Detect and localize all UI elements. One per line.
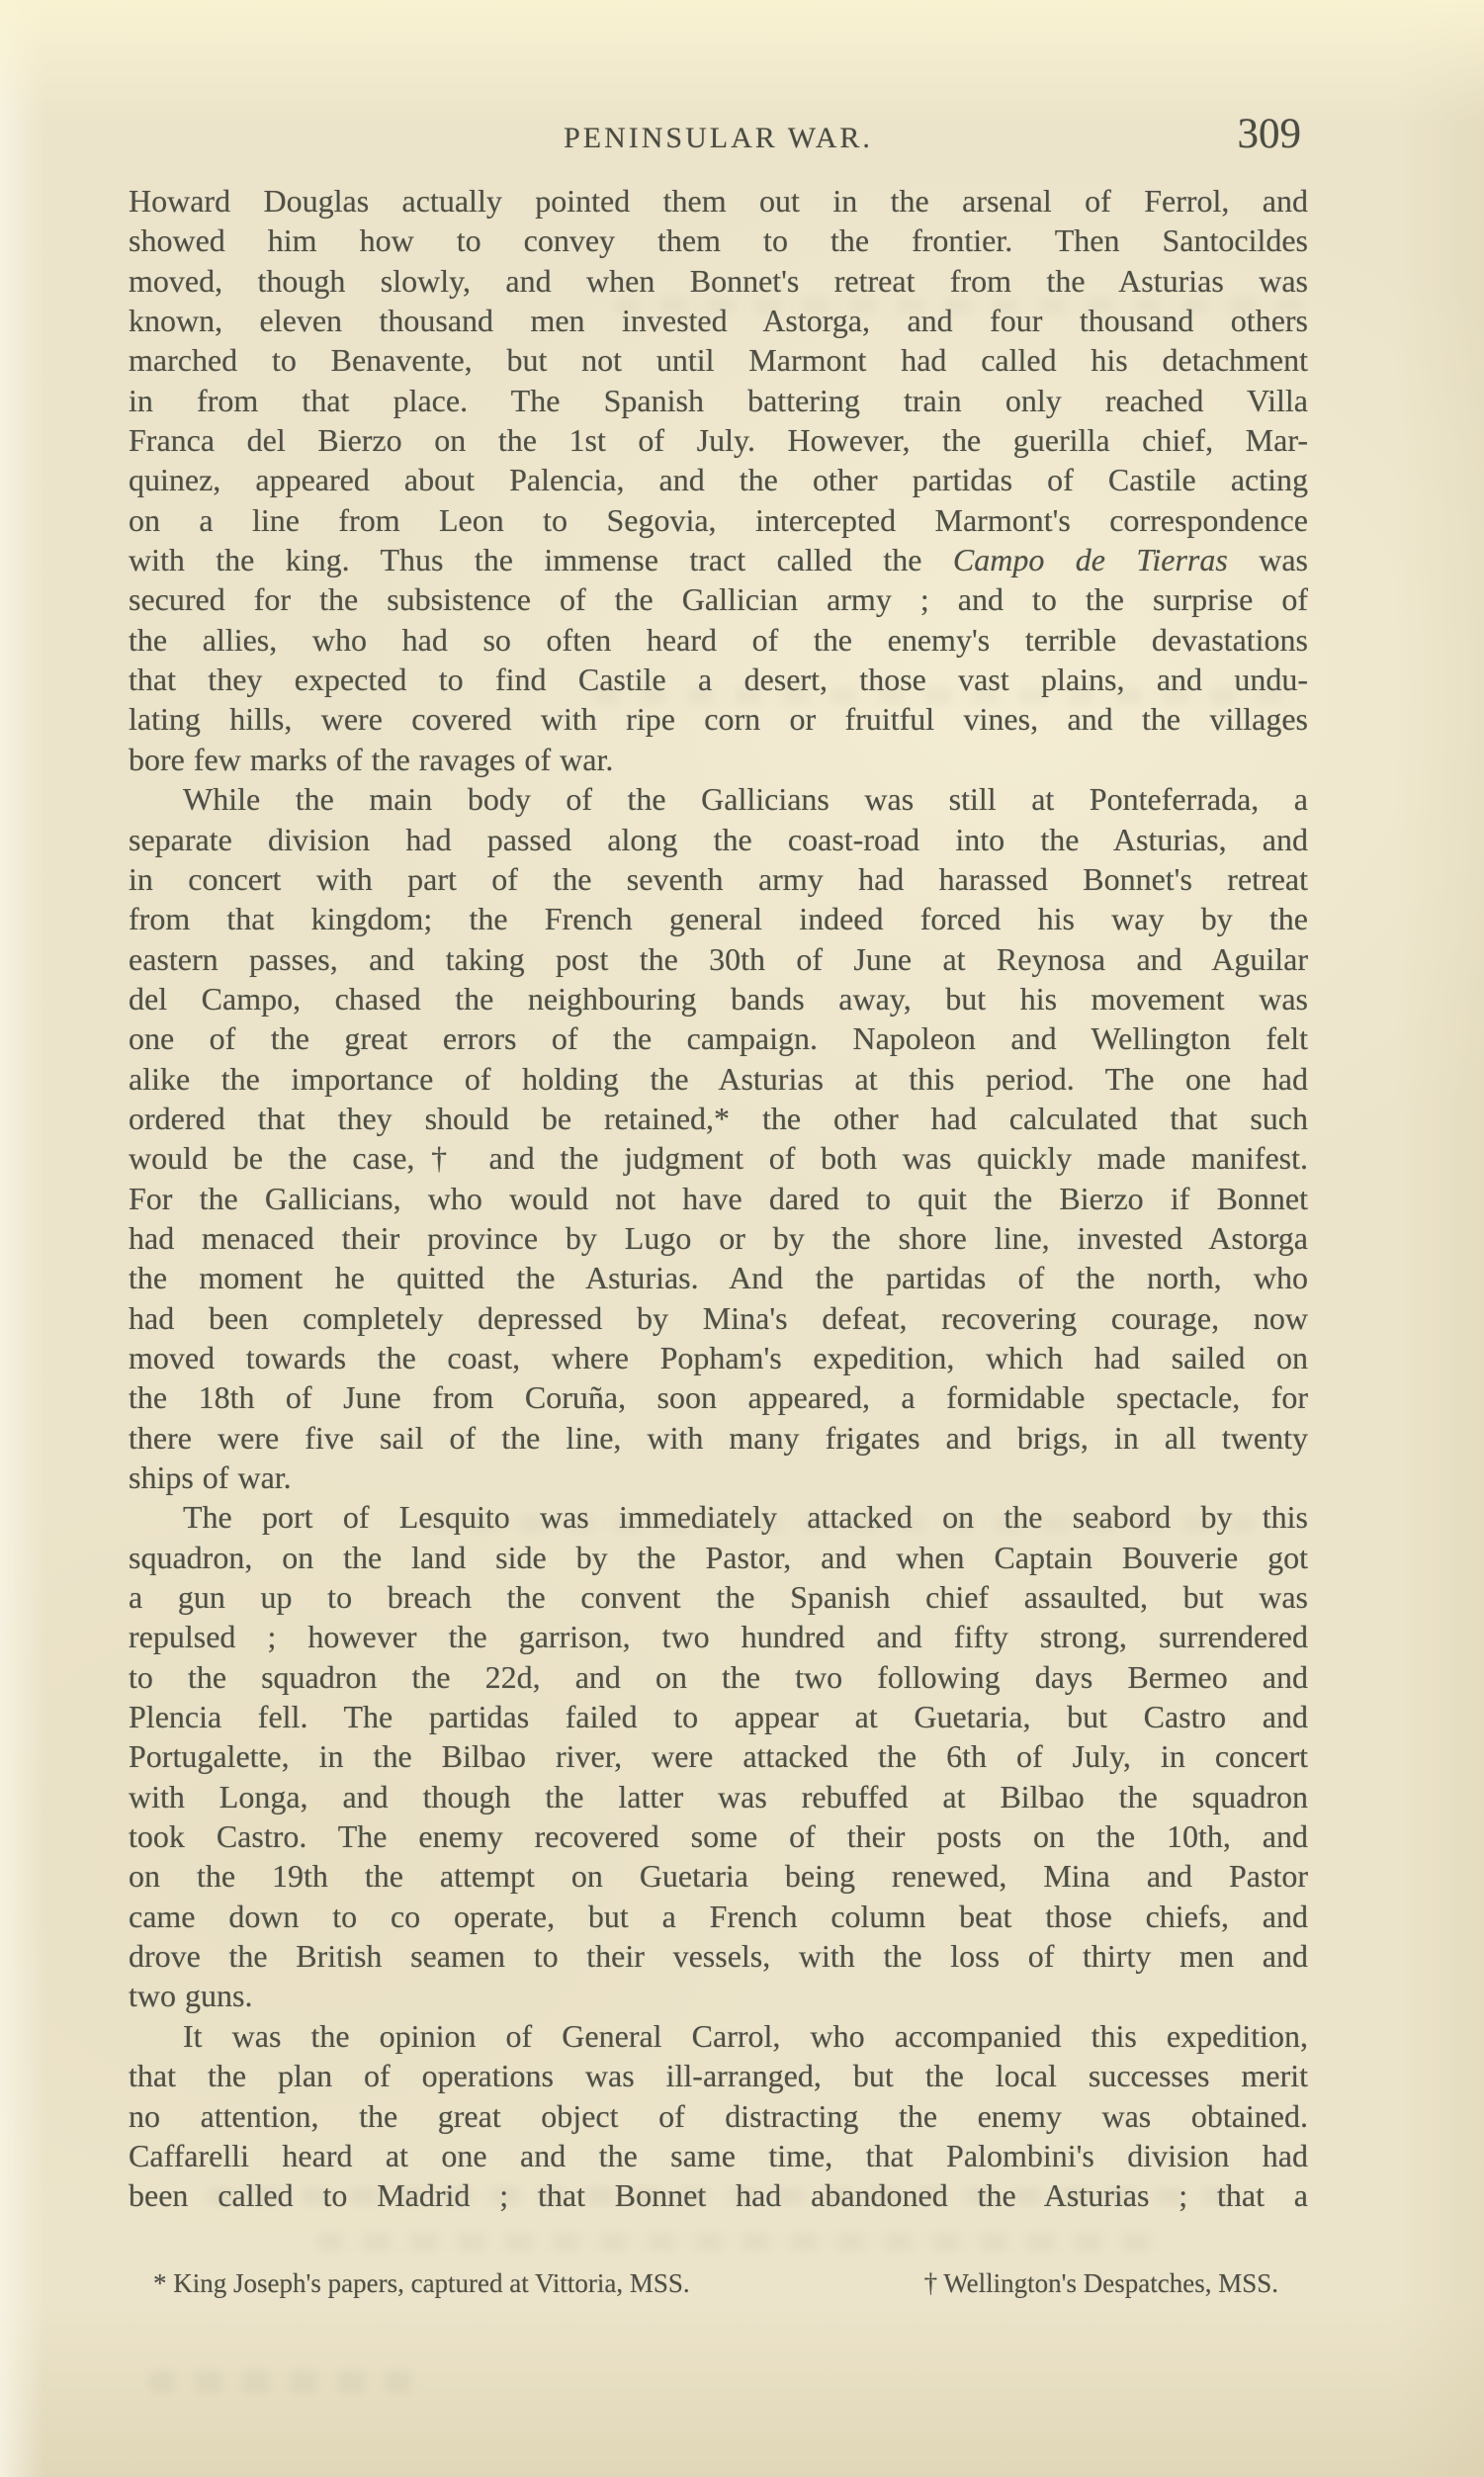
footnote-row [129,2266,1290,2300]
text-line: no attention, the great object of distracting the enemy was obtained. [129,2097,1308,2134]
footnote-wellington: † Wellington's Despatches, MSS. [923,2268,1278,2298]
text-line: It was the opinion of General Carrol, who accompanied this expedition, [183,2017,1308,2054]
text-line: a gun up to breach the convent the Spanish chief assaulted, but was [129,1579,1308,1616]
text-line: marched to Benavente, but not until Marmont had called his detachment [129,342,1308,379]
text-line: ships of war. [129,1460,292,1495]
text-line: one of the great errors of the campaign. Napoleon and Wellington felt [129,1020,1308,1057]
text-line: with Longa, and though the latter was rebuffed at Bilbao the squadron [129,1778,1308,1814]
text-line: alike the importance of holding the Asturias at this period. The one had [129,1060,1308,1097]
text-line: two guns. [129,1978,253,2014]
text-line: eastern passes, and taking post the 30th of June at Reynosa and Aguilar [129,940,1308,977]
text-line: Portugalette, in the Bilbao river, were attacked the 6th of July, in concert [129,1738,1308,1775]
text-line: Franca del Bierzo on the 1st of July. However, the guerilla chief, Mar- [129,422,1308,459]
text-line: del Campo, chased the neighbouring bands away, but his movement was [129,980,1308,1017]
text-line: Howard Douglas actually pointed them out in the arsenal of Ferrol, and [129,183,1308,219]
text-line: had been completely depressed by Mina's defeat, recovering courage, now [129,1299,1308,1336]
text-line: secured for the subsistence of the Gallician army ; and to the surprise of [129,581,1308,618]
text-line: squadron, on the land side by the Pastor, and when Captain Bouverie got [129,1539,1308,1575]
text-line: on the 19th the attempt on Guetaria being renewed, Mina and Pastor [129,1858,1308,1895]
text-line: came down to co operate, but a French column beat those chiefs, and [129,1898,1308,1934]
text-line: known, eleven thousand men invested Astorga, and four thousand others [129,303,1308,339]
text-line: from that kingdom; the French general indeed forced his way by the [129,901,1308,937]
text-line: moved, though slowly, and when Bonnet's retreat from the Asturias was [129,262,1308,299]
paragraph [129,2016,1308,2216]
text-line: While the main body of the Gallicians was still at Ponteferrada, a [183,781,1308,818]
text-line: the moment he quitted the Asturias. And the partidas of the north, who [129,1260,1308,1296]
text-line: moved towards the coast, where Popham's expedition, which had sailed on [129,1339,1308,1375]
running-title: PENINSULAR WAR. [564,122,873,154]
text-line: would be the case,† and the judgment of both was quickly made manifest. [129,1140,1308,1177]
text-line: Plencia fell. The partidas failed to appear at Guetaria, but Castro and [129,1699,1308,1735]
text-line: the allies, who had so often heard of the enemy's terrible devastations [129,621,1308,658]
text-line: ordered that they should be retained,* the other had calculated that such [129,1100,1308,1136]
footnote-king-joseph: * King Joseph's papers, captured at Vittoria, MSS. [153,2268,690,2298]
body-text-block [129,181,1308,2216]
paragraph [129,181,1308,779]
text-line: in from that place. The Spanish battering train only reached Villa [129,382,1308,418]
text-line: repulsed ; however the garrison, two hundred and fifty strong, surrendered [129,1619,1308,1655]
page-showthrough [148,2371,415,2393]
page-number: 309 [1237,111,1301,157]
running-header [129,119,1308,162]
page-showthrough [316,2233,1167,2251]
text-line: with the king. Thus the immense tract called the Campo de Tierras was [129,542,1308,578]
text-line: bore few marks of the ravages of war. [129,741,614,777]
text-line: drove the British seamen to their vessels, with the loss of thirty men and [129,1938,1308,1975]
text-line: For the Gallicians, who would not have dared to quit the Bierzo if Bonnet [129,1180,1308,1216]
text-line: to the squadron the 22d, and on the two following days Bermeo and [129,1658,1308,1695]
paragraphs [129,181,1308,2216]
text-line: the 18th of June from Coruña, soon appeared, a formidable spectacle, for [129,1379,1308,1416]
text-line: that they expected to find Castile a desert, those vast plains, and undu- [129,662,1308,698]
text-line: been called to Madrid ; that Bonnet had abandoned the Asturias ; that a [129,2177,1308,2214]
text-line: Caffarelli heard at one and the same time, that Palombini's division had [129,2137,1308,2173]
text-line: in concert with part of the seventh army had harassed Bonnet's retreat [129,860,1308,897]
text-line: that the plan of operations was ill-arranged, but the local successes merit [129,2058,1308,2094]
text-line: separate division had passed along the coast-road into the Asturias, and [129,821,1308,857]
text-line: lating hills, were covered with ripe corn or fruitful vines, and the villages [129,701,1308,738]
text-line: quinez, appeared about Palencia, and the other partidas of Castile acting [129,462,1308,498]
text-line: showed him how to convey them to the frontier. Then Santocildes [129,222,1308,259]
text-line: on a line from Leon to Segovia, intercepted Marmont's correspondence [129,501,1308,538]
text-line: there were five sail of the line, with many frigates and brigs, in all twenty [129,1419,1308,1456]
text-line: The port of Lesquito was immediately attacked on the seabord by this [183,1499,1308,1536]
paragraph [129,779,1308,1497]
text-line: had menaced their province by Lugo or by the shore line, invested Astorga [129,1219,1308,1256]
paragraph [129,1497,1308,2015]
text-line: took Castro. The enemy recovered some of their posts on the 10th, and [129,1818,1308,1855]
